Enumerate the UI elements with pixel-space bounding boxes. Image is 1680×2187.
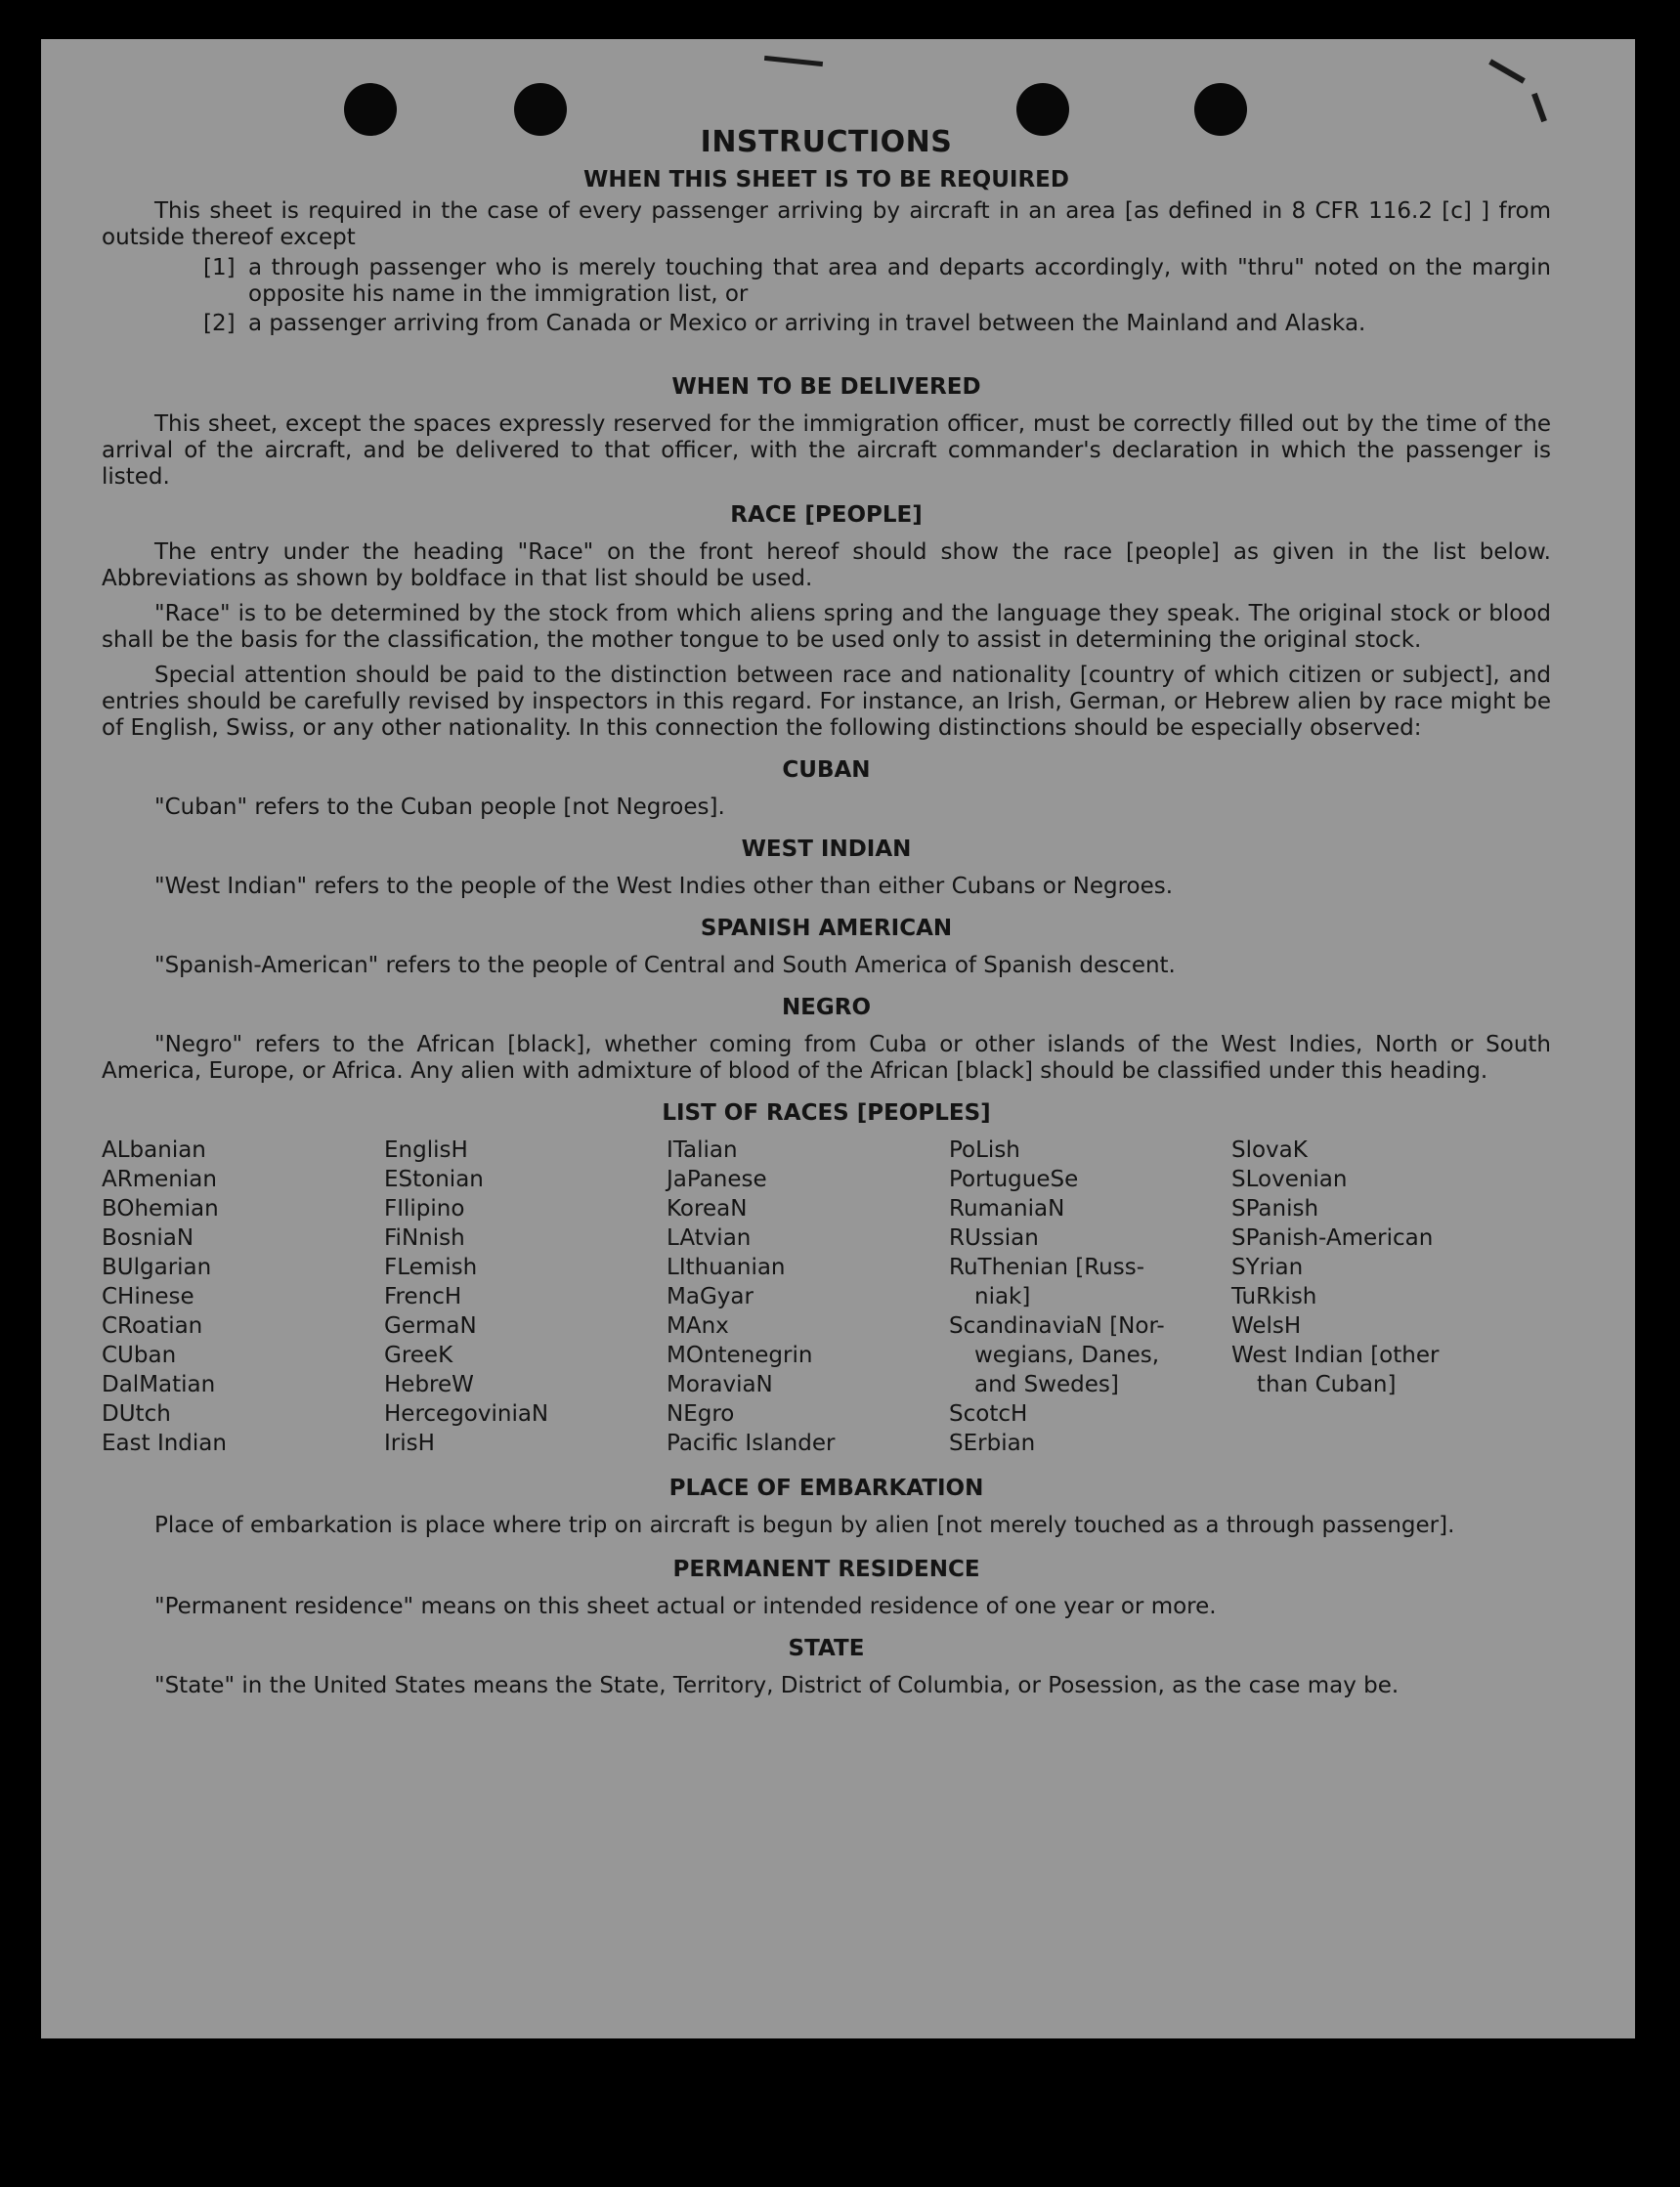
race-entry: LAtvian <box>667 1225 752 1251</box>
race-entry: SErbian <box>949 1431 1036 1456</box>
race-entry: RUssian <box>949 1225 1039 1251</box>
section-heading-spanish-american: SPANISH AMERICAN <box>700 916 953 941</box>
race-entry-continued: niak] <box>974 1284 1031 1309</box>
race-entry: MaGyar <box>667 1284 754 1309</box>
exception-text: a passenger arriving from Canada or Mexico or arriving in travel between the Mainland and Alaska. <box>248 311 1366 336</box>
race-entry: PortugueSe <box>949 1167 1079 1192</box>
required-intro: This sheet is required in the case of every passenger arriving by aircraft in an area [as defined in 8 CFR 116.2 [c] ] from outside thereof except <box>102 198 1551 250</box>
race-entry-continued: wegians, Danes, <box>974 1343 1160 1368</box>
race-entry: ARmenian <box>102 1167 217 1192</box>
race-paragraph-3: Special attention should be paid to the distinction between race and nationality [country of which citizen or subject], and entries should be carefully revised by inspectors in this regard. For instance, an Irish, German, or Hebrew alien by race might be of English, Swiss, or any other nationality. In this connection the following distinctions should be especially observed: <box>102 663 1551 741</box>
race-paragraph-1: The entry under the heading "Race" on the front hereof should show the race [people] as given in the list below. Abbreviations as shown by boldface in that list should be used. <box>102 539 1551 591</box>
race-entry: FiNnish <box>384 1225 465 1251</box>
race-entry: GreeK <box>384 1343 453 1368</box>
race-entry: BosniaN <box>102 1225 194 1251</box>
race-entry-continued: than Cuban] <box>1257 1372 1397 1397</box>
races-list <box>102 1136 1551 1458</box>
section-heading-races-list: LIST OF RACES [PEOPLES] <box>662 1100 991 1126</box>
races-column-4 <box>949 1136 1231 1458</box>
race-entry: CRoatian <box>102 1313 203 1339</box>
race-paragraph-2: "Race" is to be determined by the stock from which aliens spring and the language they speak. The original stock or blood shall be the basis for the classification, the mother tongue to be used only to assist in determining the original stock. <box>102 601 1551 653</box>
spanish-american-text: "Spanish-American" refers to the people of Central and South America of Spanish descent. <box>154 953 1176 978</box>
race-entry: WelsH <box>1231 1313 1302 1339</box>
race-entry: BOhemian <box>102 1196 219 1222</box>
race-entry: ScotcH <box>949 1401 1028 1427</box>
race-entry: Pacific Islander <box>667 1431 836 1456</box>
exception-item <box>203 255 1551 308</box>
race-entry: TuRkish <box>1231 1284 1317 1309</box>
race-entry: FrencH <box>384 1284 462 1309</box>
race-entry: SLovenian <box>1231 1167 1348 1192</box>
races-column-3 <box>667 1136 949 1458</box>
section-heading-embarkation: PLACE OF EMBARKATION <box>668 1476 984 1501</box>
race-entry: NEgro <box>667 1401 735 1427</box>
exception-item <box>203 311 1551 337</box>
race-entry: CHinese <box>102 1284 194 1309</box>
section-heading-negro: NEGRO <box>781 995 872 1020</box>
race-entry: MOntenegrin <box>667 1343 813 1368</box>
state-text: "State" in the United States means the State, Territory, District of Columbia, or Posession, as the case may be. <box>154 1673 1400 1698</box>
section-heading-west-indian: WEST INDIAN <box>741 836 912 862</box>
race-entry: CUban <box>102 1343 177 1368</box>
race-entry: GermaN <box>384 1313 477 1339</box>
race-entry: LIthuanian <box>667 1255 786 1280</box>
race-entry: MAnx <box>667 1313 729 1339</box>
negro-text: "Negro" refers to the African [black], whether coming from Cuba or other islands of the West Indies, North or South America, Europe, or Africa. Any alien with admixture of blood of the African [black] should be classified under this heading. <box>102 1032 1551 1084</box>
section-heading-race: RACE [PEOPLE] <box>730 502 923 528</box>
section-heading-residence: PERMANENT RESIDENCE <box>672 1557 980 1582</box>
exception-number: [2] <box>203 311 236 336</box>
west-indian-text: "West Indian" refers to the people of the West Indies other than either Cubans or Negroes. <box>154 874 1174 899</box>
section-heading-cuban: CUBAN <box>782 757 871 783</box>
races-column-1 <box>102 1136 384 1458</box>
section-heading-delivered: WHEN TO BE DELIVERED <box>671 374 981 400</box>
race-entry: EnglisH <box>384 1137 468 1163</box>
section-heading-state: STATE <box>788 1636 865 1661</box>
race-entry: ITalian <box>667 1137 738 1163</box>
embarkation-text: Place of embarkation is place where trip on aircraft is begun by alien [not merely touched as a through passenger]. <box>154 1513 1455 1538</box>
race-entry: RumaniaN <box>949 1196 1065 1222</box>
race-entry-continued: and Swedes] <box>974 1372 1119 1397</box>
residence-text: "Permanent residence" means on this sheet actual or intended residence of one year or more. <box>154 1594 1217 1619</box>
race-entry: KoreaN <box>667 1196 748 1222</box>
race-entry: ALbanian <box>102 1137 206 1163</box>
race-entry: PoLish <box>949 1137 1020 1163</box>
race-entry: ScandinaviaN [Nor- <box>949 1313 1165 1339</box>
race-entry: FLemish <box>384 1255 478 1280</box>
race-entry: JaPanese <box>667 1167 767 1192</box>
ink-mark <box>1488 59 1526 83</box>
race-entry: FIlipino <box>384 1196 465 1222</box>
ink-mark <box>764 56 823 66</box>
race-entry: MoraviaN <box>667 1372 773 1397</box>
race-entry: SPanish-American <box>1231 1225 1434 1251</box>
race-entry: SYrian <box>1231 1255 1304 1280</box>
race-entry: BUlgarian <box>102 1255 212 1280</box>
exception-number: [1] <box>203 255 236 280</box>
race-entry: DUtch <box>102 1401 171 1427</box>
race-entry: East Indian <box>102 1431 227 1456</box>
race-entry: HebreW <box>384 1372 474 1397</box>
races-column-2 <box>384 1136 667 1458</box>
race-entry: RuThenian [Russ- <box>949 1255 1145 1280</box>
race-entry: IrisH <box>384 1431 435 1456</box>
race-entry: SPanish <box>1231 1196 1319 1222</box>
ink-mark <box>1531 93 1547 122</box>
section-heading-required: WHEN THIS SHEET IS TO BE REQUIRED <box>583 167 1069 193</box>
races-column-5 <box>1231 1136 1514 1458</box>
race-entry: West Indian [other <box>1231 1343 1440 1368</box>
race-entry: EStonian <box>384 1167 484 1192</box>
cuban-text: "Cuban" refers to the Cuban people [not Negroes]. <box>154 794 725 820</box>
delivered-text: This sheet, except the spaces expressly reserved for the immigration officer, must be correctly filled out by the time of the arrival of the aircraft, and be delivered to that officer, with the aircraft commander's declaration in which the passenger is listed. <box>102 411 1551 490</box>
exception-text: a through passenger who is merely touching that area and departs accordingly, with "thru" noted on the margin opposite his name in the immigration list, or <box>248 255 1551 307</box>
race-entry: DalMatian <box>102 1372 216 1397</box>
race-entry: HercegoviniaN <box>384 1401 549 1427</box>
race-entry: SlovaK <box>1231 1137 1308 1163</box>
page-title: INSTRUCTIONS <box>700 125 953 159</box>
